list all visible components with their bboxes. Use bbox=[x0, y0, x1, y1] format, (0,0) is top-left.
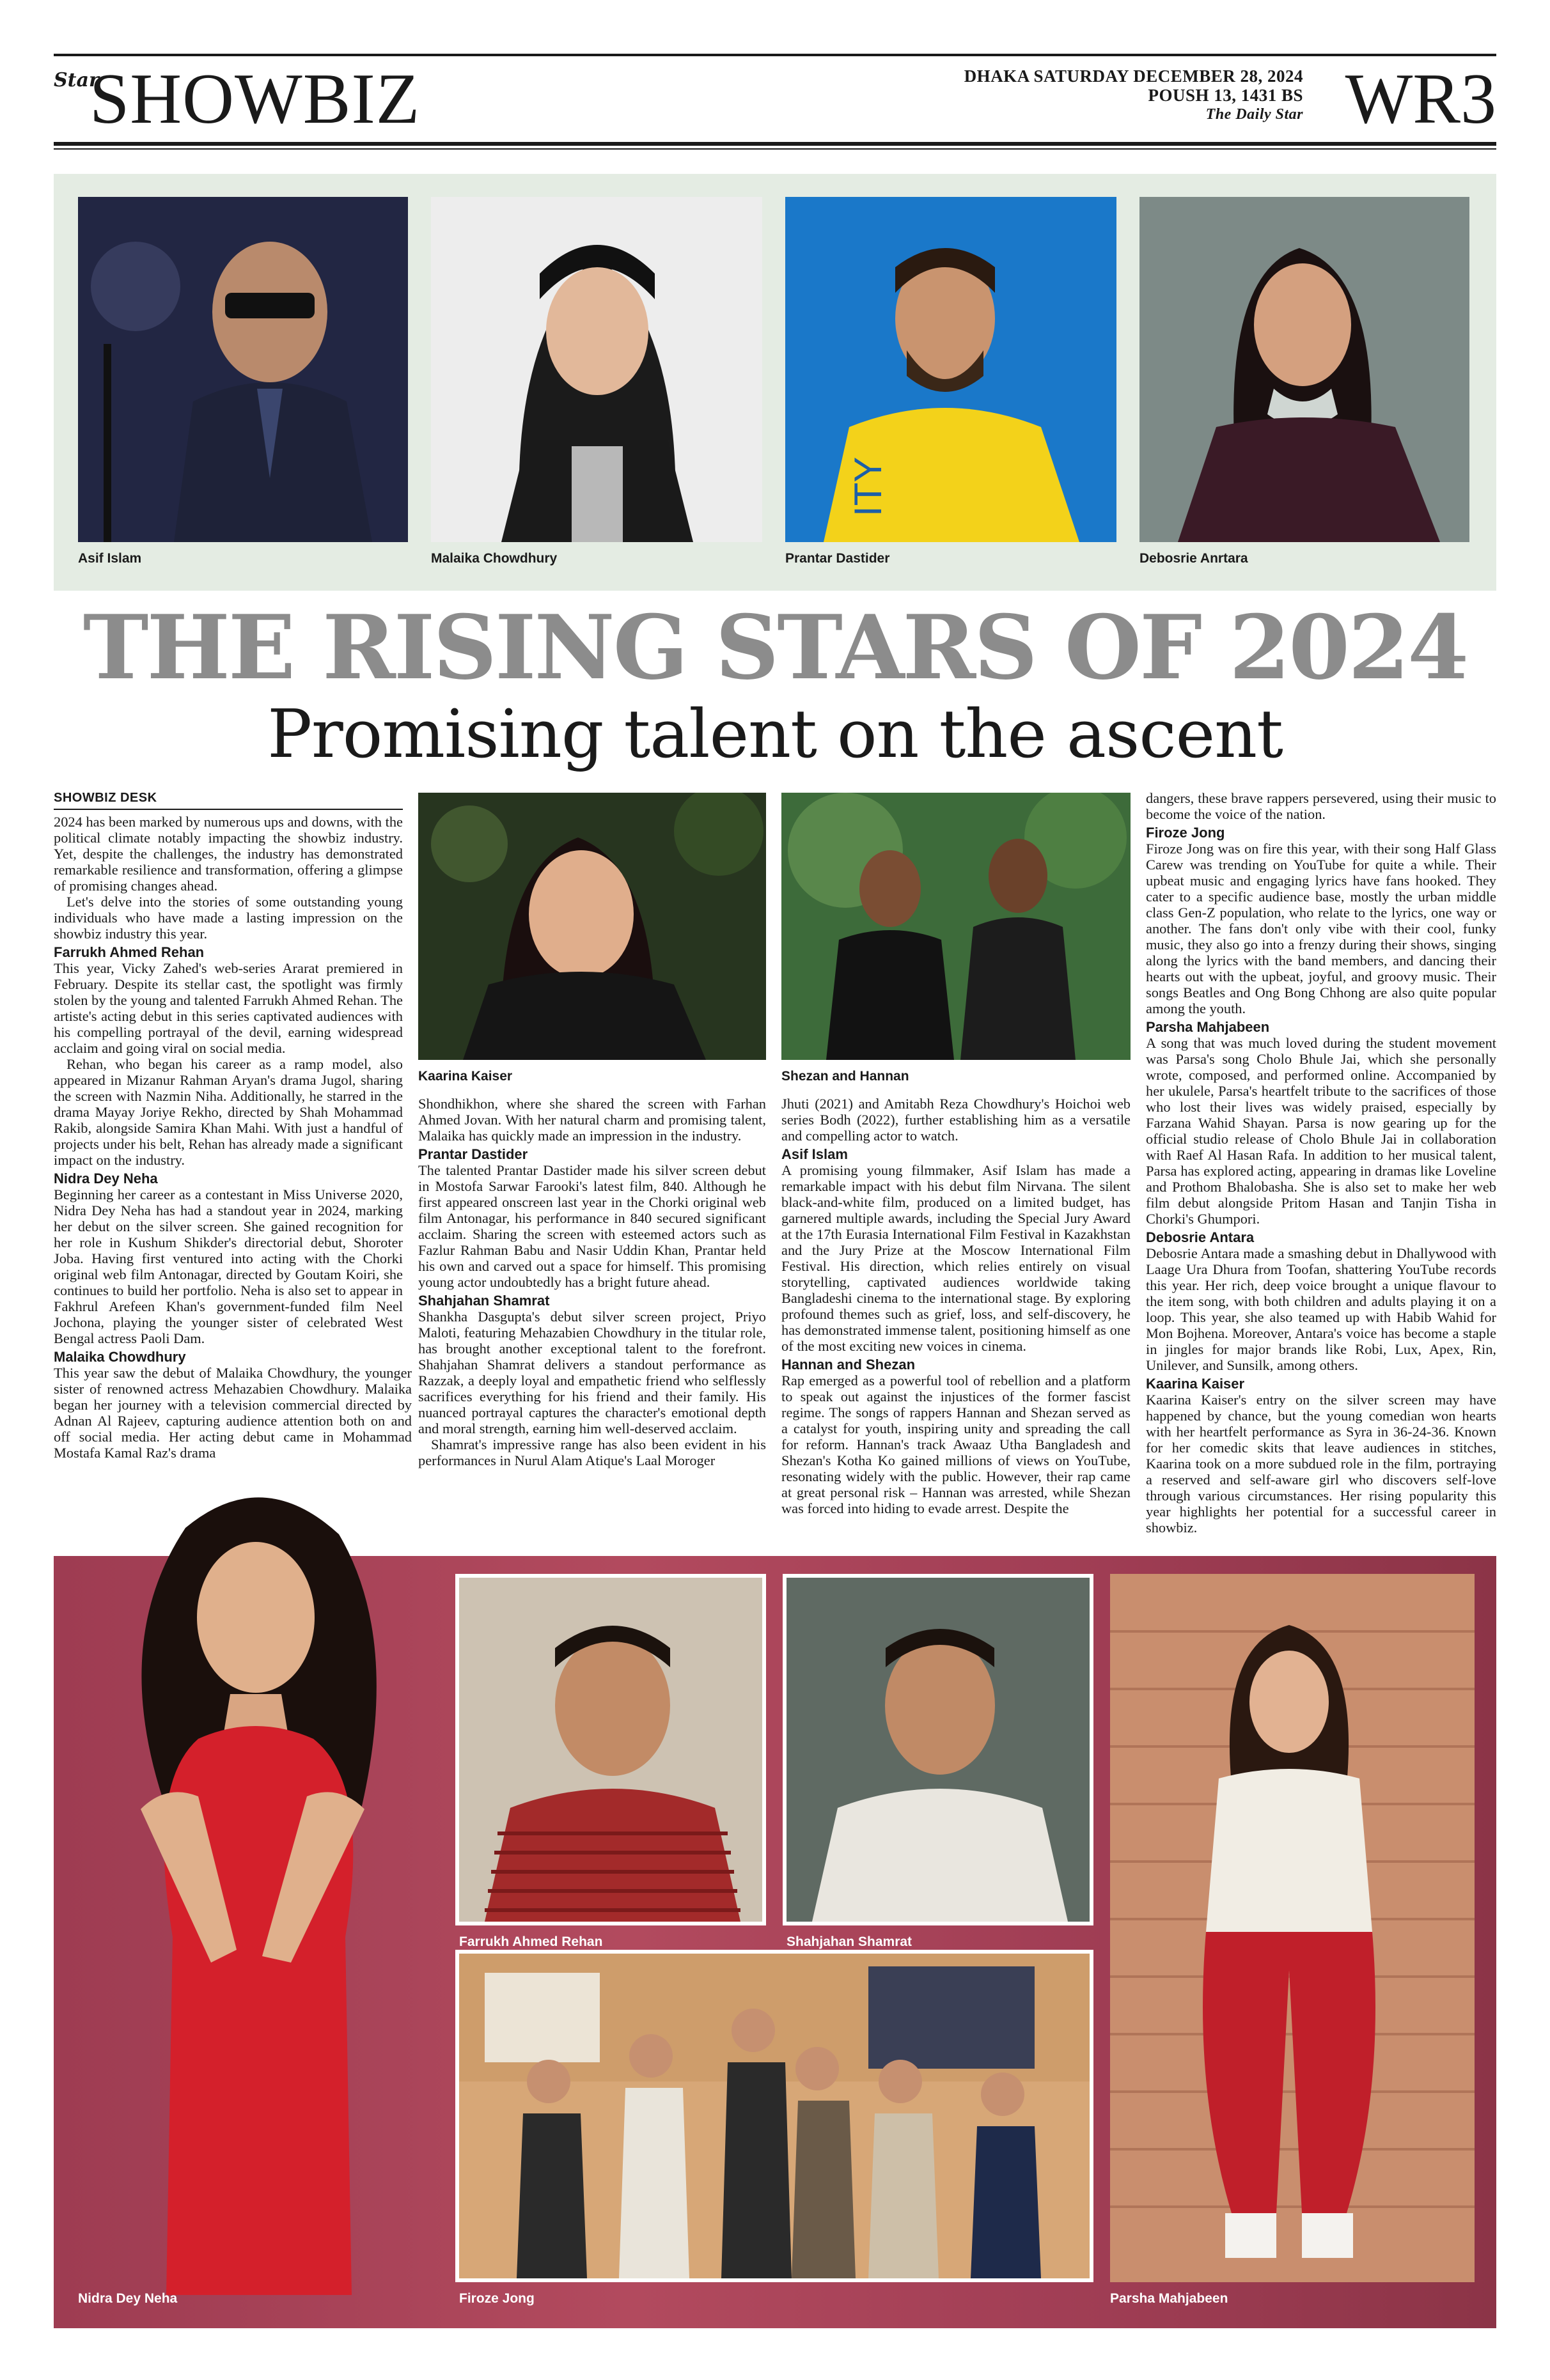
photo-caption: Debosrie Anrtara bbox=[1139, 551, 1248, 566]
subhead-asif: Asif Islam bbox=[781, 1146, 848, 1162]
subhead-neha: Nidra Dey Neha bbox=[54, 1171, 158, 1186]
paragraph: Shamrat's impressive range has also been evident in his performances in Nurul Alam Atique's Laal Moroger bbox=[418, 1436, 766, 1468]
photo-shahjahan-shamrat bbox=[787, 1578, 1090, 1922]
photo-firoze-jong bbox=[459, 1954, 1090, 2278]
paragraph: Kaarina Kaiser's entry on the silver screen may have happened by chance, but the young comedian won hearts with her heartfelt performance as Syra in 36-24-36. Known for her comedic skits that leave audiences in stitches, Kaarina took on a more subdued role in the film, portraying a reserved and self-aware girl who discovers self-love through various circumstances. Her rising popularity this year highlights her potential for a successful career in showbiz. bbox=[1146, 1392, 1496, 1536]
photo-asif-islam bbox=[78, 197, 408, 542]
photo-caption: Parsha Mahjabeen bbox=[1110, 2291, 1228, 2306]
photo-malaika-chowdhury bbox=[431, 197, 762, 542]
byline-desk: SHOWBIZ DESK bbox=[54, 791, 157, 805]
article-column-3 bbox=[781, 1096, 1131, 1516]
article-column-4 bbox=[1146, 790, 1496, 1536]
subhead-malaika: Malaika Chowdhury bbox=[54, 1349, 186, 1365]
dateline-bangla-date: POUSH 13, 1431 BS bbox=[1148, 86, 1303, 105]
paragraph: This year, Vicky Zahed's web-series Ararat premiered in February. Despite its stellar cast, the spotlight was firmly stolen by the young and talented Farrukh Ahmed Rehan. The artiste's acting debut in this series captivated audiences with his compelling portrayal of the devil, earning widespread acclaim and going viral on social media. bbox=[54, 960, 403, 1056]
svg-text:ITY: ITY bbox=[847, 456, 889, 517]
photo-caption: Malaika Chowdhury bbox=[431, 551, 558, 566]
paragraph: Beginning her career as a contestant in Miss Universe 2020, Nidra Dey Neha has had a standout year in 2024, marking her debut on the silver screen. She gained recognition for her role in Kushum Shikder's directorial debut, Shoroter Joba. Having first ventured into acting with the Chorki original web film Antonagar, directed by Goutam Koiri, she continues to build her portfolio. Neha is also set to appear in Fakhrul Arefeen Khan's government-funded film Neel Jochona, playing the younger sister of celebrated West Bengal actress Paoli Dam. bbox=[54, 1186, 403, 1346]
subhead-kaarina: Kaarina Kaiser bbox=[1146, 1376, 1245, 1392]
photo-caption: Prantar Dastider bbox=[785, 551, 890, 566]
paragraph: Shankha Dasgupta's debut silver screen project, Priyo Maloti, featuring Mehazabien Chowdhury in the titular role, has brought another exceptional talent to the forefront. Shahjahan Shamrat delivers a standout performance as Razzak, a deeply loyal and empathetic friend who selflessly sacrifices everything for his friend and their family. His nuanced portrayal captures the character's emotional depth and moral strength, earning him well-deserved acclaim. bbox=[418, 1309, 766, 1436]
dateline-date: DHAKA SATURDAY DECEMBER 28, 2024 bbox=[964, 66, 1303, 86]
photo-prantar-dastider bbox=[785, 197, 1116, 542]
subhead-hannan-shezan: Hannan and Shezan bbox=[781, 1357, 916, 1373]
byline-rule bbox=[54, 809, 403, 810]
photo-nidra-dey-neha bbox=[70, 1451, 435, 2295]
subhead-parsha: Parsha Mahjabeen bbox=[1146, 1019, 1270, 1035]
photo-caption: Nidra Dey Neha bbox=[78, 2291, 178, 2306]
masthead-top-rule bbox=[54, 54, 1496, 56]
photo-farrukh-ahmed-rehan bbox=[459, 1578, 762, 1922]
subhead-prantar: Prantar Dastider bbox=[418, 1146, 528, 1162]
photo-caption: Shahjahan Shamrat bbox=[787, 1934, 912, 1949]
paragraph: This year saw the debut of Malaika Chowdhury, the younger sister of renowned actress Mehazabien Chowdhury. Malaika began her journey with a television commercial directed by Adnan Al Rajeev, capturing audience attention both on and off social media. Her acting debut came in Mohammad Mostafa Kamal Raz's drama bbox=[54, 1365, 412, 1461]
paragraph: Jhuti (2021) and Amitabh Reza Chowdhury's Hoichoi web series Bodh (2022), further establishing him as a versatile and compelling actor to watch. bbox=[781, 1096, 1131, 1144]
paragraph: Debosrie Antara made a smashing debut in Dhallywood with Laage Ura Dhura from Toofan, shattering YouTube records this year. Her rich, deep voice brought a unique flavour to the item song, with both children and adults playing it on a loop. This year, she also teamed up with Habib Wahid for Mon Bojhena. Moreover, Antara's voice has become a staple in jingles for major brands like Robi, Lux, Apex, Rin, Unilever, and Sunsilk, among others. bbox=[1146, 1245, 1496, 1373]
subhead-firoze: Firoze Jong bbox=[1146, 825, 1225, 841]
subhead-debosrie: Debosrie Antara bbox=[1146, 1229, 1255, 1245]
subhead-rehan: Farrukh Ahmed Rehan bbox=[54, 944, 205, 960]
masthead-bottom-thin-rule bbox=[54, 148, 1496, 150]
paragraph: Let's delve into the stories of some outstanding young individuals who have made a lasting impression on the showbiz industry this year. bbox=[54, 894, 403, 942]
subhead-shamrat: Shahjahan Shamrat bbox=[418, 1293, 550, 1309]
page-number: WR3 bbox=[1345, 59, 1496, 139]
paragraph: Rap emerged as a powerful tool of rebellion and a platform to speak out against the injustices of the former fascist regime. The songs of rappers Hannan and Shezan served as a catalyst for youth, inspiring unity and spreading the call for reform. Hannan's track Awaaz Utha Bangladesh and Shezan's Kotha Ko gained millions of views on YouTube, resonating widely with the public. However, their rap came at great personal risk – Hannan was arrested, while Shezan was forced into hiding to evade arrest. Despite the bbox=[781, 1373, 1131, 1516]
photo-caption: Farrukh Ahmed Rehan bbox=[459, 1934, 603, 1949]
photo-caption: Firoze Jong bbox=[459, 2291, 535, 2306]
newspaper-name: The Daily Star bbox=[1205, 106, 1303, 123]
paragraph: A promising young filmmaker, Asif Islam has made a remarkable impact with his debut film Nirvana. The silent black-and-white film, produced on a limited budget, has garnered multiple awards, including the Special Jury Award at the 17th Eurasia International Film Festival in Kazakhstan and the Jury Prize at the Moscow International Film Festival. His direction, which relies entirely on visual storytelling, captivated audiences worldwide taking Bangladeshi cinema to the international stage. By exploring profound themes such as grief, loss, and self-discovery, he has demonstrated immense talent, positioning himself as one of the most exciting new voices in cinema. bbox=[781, 1162, 1131, 1354]
photo-caption: Shezan and Hannan bbox=[781, 1069, 909, 1084]
paragraph: Firoze Jong was on fire this year, with their song Half Glass Carew was trending on YouTube for quite a while. Their upbeat music and engaging lyrics have fans hooked. They cater to a specific audience base, mostly the urban middle class Gen-Z population, who relate to the lyrics, one way or another. The fans don't only vibe with their cool, funky music, they also go into a frenzy during their shows, singing along the lyrics with the band members, and dancing their hearts out with the upbeat, joyful, and groovy music. Their songs Beatles and Ong Bong Chhong are also quite popular among the youth. bbox=[1146, 841, 1496, 1016]
photo-caption: Asif Islam bbox=[78, 551, 142, 566]
masthead-bottom-rule bbox=[54, 142, 1496, 146]
photo-kaarina-kaiser bbox=[418, 793, 766, 1060]
photo-shezan-and-hannan bbox=[781, 793, 1131, 1060]
photo-debosrie-anrtara bbox=[1139, 197, 1469, 542]
section-title: SHOWBIZ bbox=[90, 59, 421, 139]
star-logo: Star bbox=[54, 69, 99, 91]
paragraph: The talented Prantar Dastider made his silver screen debut in Mostofa Sarwar Farooki's latest film, 840. Although he first appeared onscreen last year in the Chorki original web film Antonagar, his performance in 840 secured significant acclaim. Sharing the screen with esteemed actors such as Fazlur Rahman Babu and Nasir Uddin Khan, Prantar held his own and carved out a space for himself. This promising young actor undoubtedly has a bright future ahead. bbox=[418, 1162, 766, 1290]
headline: THE RISING STARS OF 2024 bbox=[82, 595, 1468, 699]
paragraph: dangers, these brave rappers persevered, using their music to become the voice of the nation. bbox=[1146, 790, 1496, 822]
photo-parsha-mahjabeen bbox=[1110, 1574, 1475, 2282]
article-column-2 bbox=[418, 1096, 766, 1468]
paragraph: A song that was much loved during the student movement was Parsa's song Cholo Bhule Jai, which she personally wrote, composed, and performed online. Accompanied by her ukulele, Parsa's heartfelt tribute to the sacrifices of those who lost their lives was widely praised, especially by Farzana Wahid Shayan. Parsa is now gearing up for the official studio release of Cholo Bhule Jai in collaboration with Raef Al Hasan Rafa. In addition to her musical talent, Parsa has explored acting, appearing in dramas like Loveline and Prothom Bhalobasha. She is also set to make her web film debut alongside Pritom Hasan and Tanjin Tisha in Chorki's Ghumpori. bbox=[1146, 1035, 1496, 1227]
paragraph: Shondhikhon, where she shared the screen with Farhan Ahmed Jovan. With her natural charm and promising talent, Malaika has quickly made an impression in the industry. bbox=[418, 1096, 766, 1144]
photo-caption: Kaarina Kaiser bbox=[418, 1069, 513, 1084]
dateline bbox=[964, 66, 1303, 124]
article-column-1 bbox=[54, 790, 412, 1461]
paragraph: Rehan, who began his career as a ramp model, also appeared in Mizanur Rahman Aryan's drama Jugol, sharing the screen with Nazmin Niha. Additionally, he starred in the drama Mayay Joriye Rekho, directed by Shah Mohammad Rakib, alongside Samira Khan Mahi. With just a handful of projects under his belt, Rehan has already made a significant impact on the industry. bbox=[54, 1056, 403, 1168]
subheadline: Promising talent on the ascent bbox=[267, 695, 1283, 773]
paragraph: 2024 has been marked by numerous ups and downs, with the political climate notably impacting the showbiz industry. Yet, despite the challenges, the industry has demonstrated remarkable resilience and transformation, offering a glimpse of promising changes ahead. bbox=[54, 814, 403, 894]
